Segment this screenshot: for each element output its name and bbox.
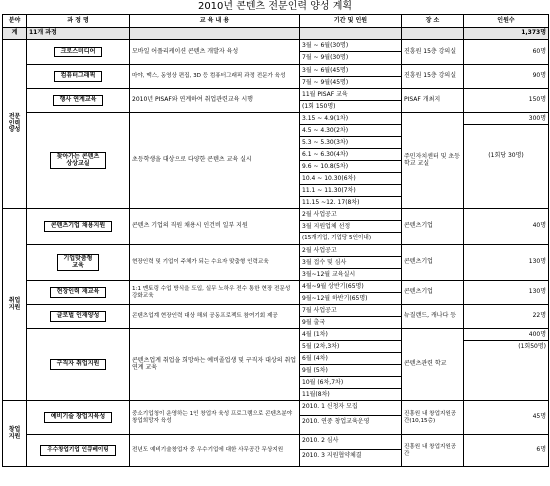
period-line: 2010. 3 지원협약체결	[302, 452, 362, 459]
period-line: 11월 PISAF 교육	[300, 89, 401, 101]
period-line: 2010. 연중 창업교육운영	[302, 418, 370, 425]
document-title: 2010년 콘텐츠 전문인력 양성 계획	[197, 1, 353, 12]
program-name: 크로스미디어	[54, 47, 103, 58]
section-employ: 취업 지원	[3, 209, 27, 401]
table-row	[3, 329, 549, 401]
program-content: 2010년 PISAF와 연계하여 취업관련교육 시행	[130, 89, 300, 113]
period-line: 4.5 ~ 4.30(2차)	[300, 125, 401, 137]
period-line: 6월 (4차)	[300, 353, 401, 365]
table-row	[3, 113, 549, 209]
section-expert: 전문 인력 양성	[3, 40, 27, 209]
header-field: 분야	[3, 15, 27, 28]
period-line: 7월 ~ 9월(45명)	[302, 79, 349, 86]
header-content: 교 육 내 용	[130, 15, 300, 28]
header-period: 기간 및 인원	[300, 15, 402, 28]
table-row	[3, 401, 549, 435]
program-place: 진흥원 내 창업지원공간	[402, 435, 464, 467]
program-count: 22명	[464, 305, 549, 329]
period-line: 9월 출국	[302, 319, 326, 326]
table-row	[3, 245, 549, 281]
program-content: 초등학생을 대상으로 다양한 콘텐츠 교육 실시	[130, 113, 300, 209]
program-place: 콘텐츠관련 학교	[402, 329, 464, 401]
period-line: 2월 사업공고	[300, 245, 401, 257]
program-place: 콘텐츠기업	[402, 245, 464, 281]
program-count: 40명	[464, 209, 549, 245]
table-row	[3, 305, 549, 329]
program-count: 300명	[464, 113, 548, 125]
period-line: 10.4 ~ 10.30(6차)	[300, 173, 401, 185]
program-content: 콘텐츠업계 현장인력 대상 해외 공동프로젝트 참여기회 제공	[130, 305, 300, 329]
program-place: 진흥원 15층 강의실	[402, 40, 464, 65]
program-name: 예비기술 창업지육성	[44, 412, 112, 423]
period-line: 2월 사업공고	[300, 209, 401, 221]
training-plan-table	[2, 14, 549, 467]
program-place: 진흥원 15층 강의실	[402, 65, 464, 89]
program-count: 45명	[464, 401, 549, 435]
header-place: 장 소	[402, 15, 464, 28]
program-count: 130명	[464, 245, 549, 281]
period-line: (15개기업, 기업당 5인이내)	[302, 235, 372, 241]
program-count: 60명	[464, 40, 549, 65]
period-line: 9월~12월 하반기(65명)	[302, 295, 368, 302]
period-line: 2010. 2 심사	[300, 435, 401, 450]
table-row	[3, 281, 549, 305]
program-name: 글로벌 인재양성	[50, 311, 107, 322]
program-content: 현장인력 및 기업이 주체가 되는 수요자 맞춤형 인력교육	[130, 245, 300, 281]
program-count: 400명	[464, 329, 548, 341]
period-line: 11.15 ~12. 17(8차)	[302, 199, 360, 206]
program-content: 콘텐츠 기업의 직원 채용시 인건비 일부 지원	[130, 209, 300, 245]
table-row	[3, 65, 549, 89]
program-name: 행사 연계교육	[53, 95, 104, 106]
header-program: 과 정 명	[27, 15, 130, 28]
program-place: 콘텐츠기업	[402, 281, 464, 305]
program-count: 90명	[464, 65, 549, 89]
period-line: 10월 (6차,7차)	[300, 377, 401, 389]
program-count: 130명	[464, 281, 549, 305]
total-program: 11개 과정	[27, 28, 130, 40]
section-startup: 창업 지원	[3, 401, 27, 467]
period-line: 3월 지원업체 선정	[300, 221, 401, 233]
period-line: 4월 (1차)	[300, 329, 401, 341]
period-line: 9.6 ~ 10.8(5차)	[300, 161, 401, 173]
period-line: 6.1 ~ 6.30(4차)	[300, 149, 401, 161]
period-line: (1회 150명)	[302, 103, 336, 110]
period-line: 3월 ~ 6월(30명)	[300, 40, 401, 52]
program-name: 구직자 취업지원	[50, 359, 107, 370]
program-count-note: (1회50명)	[518, 343, 546, 350]
period-line: 9월 (5차)	[300, 365, 401, 377]
program-place: 진흥원 내 창업지원공간(10,15층)	[402, 401, 464, 435]
program-content: 전년도 예비기술창업자 중 우수기업에 대한 사무공간 무상지원	[130, 435, 300, 467]
period-line: 11월(8차)	[302, 391, 330, 398]
program-content: 마야, 맥스, 동영상 편집, 3D 등 컴퓨터그래픽 과정 전문가 육성	[130, 65, 300, 89]
program-place: 콘텐츠기업	[402, 209, 464, 245]
period-line: 7월 사업공고	[300, 305, 401, 317]
program-name: 컴퓨터그래픽	[54, 71, 103, 82]
program-name: 찾아가는 콘텐츠 상상교실	[50, 152, 107, 170]
period-line: 3월 ~ 6월(45명)	[300, 65, 401, 77]
period-line: 7월 ~ 9월(30명)	[302, 54, 349, 61]
table-row	[3, 89, 549, 113]
table-row	[3, 435, 549, 467]
program-name: 콘텐츠기업 채용지원	[44, 221, 112, 232]
program-place: 뉴질랜드, 캐나다 등	[402, 305, 464, 329]
program-count: 150명	[464, 89, 549, 113]
period-line: 3월~12월 교육실시	[302, 271, 356, 278]
period-line: 5.3 ~ 5.30(3차)	[300, 137, 401, 149]
program-place: PISAF 개최지	[402, 89, 464, 113]
total-label: 계	[3, 28, 27, 40]
program-name: 현장인력 재교육	[50, 287, 107, 298]
program-count-note: (1회당 30명)	[488, 152, 524, 159]
total-count: 1,373명	[464, 28, 549, 40]
program-content: 1:1 멘토링 수업 방식을 도입, 실무 노하우 전수 통한 현장 전문성 강화교육	[130, 281, 300, 305]
period-line: 3.15 ~ 4.9(1차)	[300, 113, 401, 125]
period-line: 3월 접수 및 심사	[300, 257, 401, 269]
total-row	[3, 28, 549, 40]
program-count: 6명	[464, 435, 549, 467]
period-line: 4월~9월 상반기(65명)	[300, 281, 401, 293]
period-line: 11.1 ~ 11.30(7차)	[300, 185, 401, 197]
table-row	[3, 40, 549, 65]
period-line: 2010. 1 신청자 모집	[300, 401, 401, 416]
table-row	[3, 209, 549, 245]
program-content: 모바일 어플리케이션 콘텐츠 개발자 육성	[130, 40, 300, 65]
header-count: 인원수	[464, 15, 549, 28]
program-content: 중소기업청이 운영하는 1인 창업자 육성 프로그램으로 콘텐츠분야 창업희망자 육성	[130, 401, 300, 435]
period-line: 5월 (2차,3차)	[300, 341, 401, 353]
program-place: 주민자치센터 및 초등학교 교실	[402, 113, 464, 209]
program-name: 기업맞춤형 교육	[57, 254, 100, 272]
program-content: 콘텐츠업계 취업을 희망하는 예비졸업생 및 구직자 대상의 취업연계 교육	[130, 329, 300, 401]
header-row	[3, 15, 549, 28]
program-name: 우수창업기업 인큐베이팅	[40, 445, 115, 455]
